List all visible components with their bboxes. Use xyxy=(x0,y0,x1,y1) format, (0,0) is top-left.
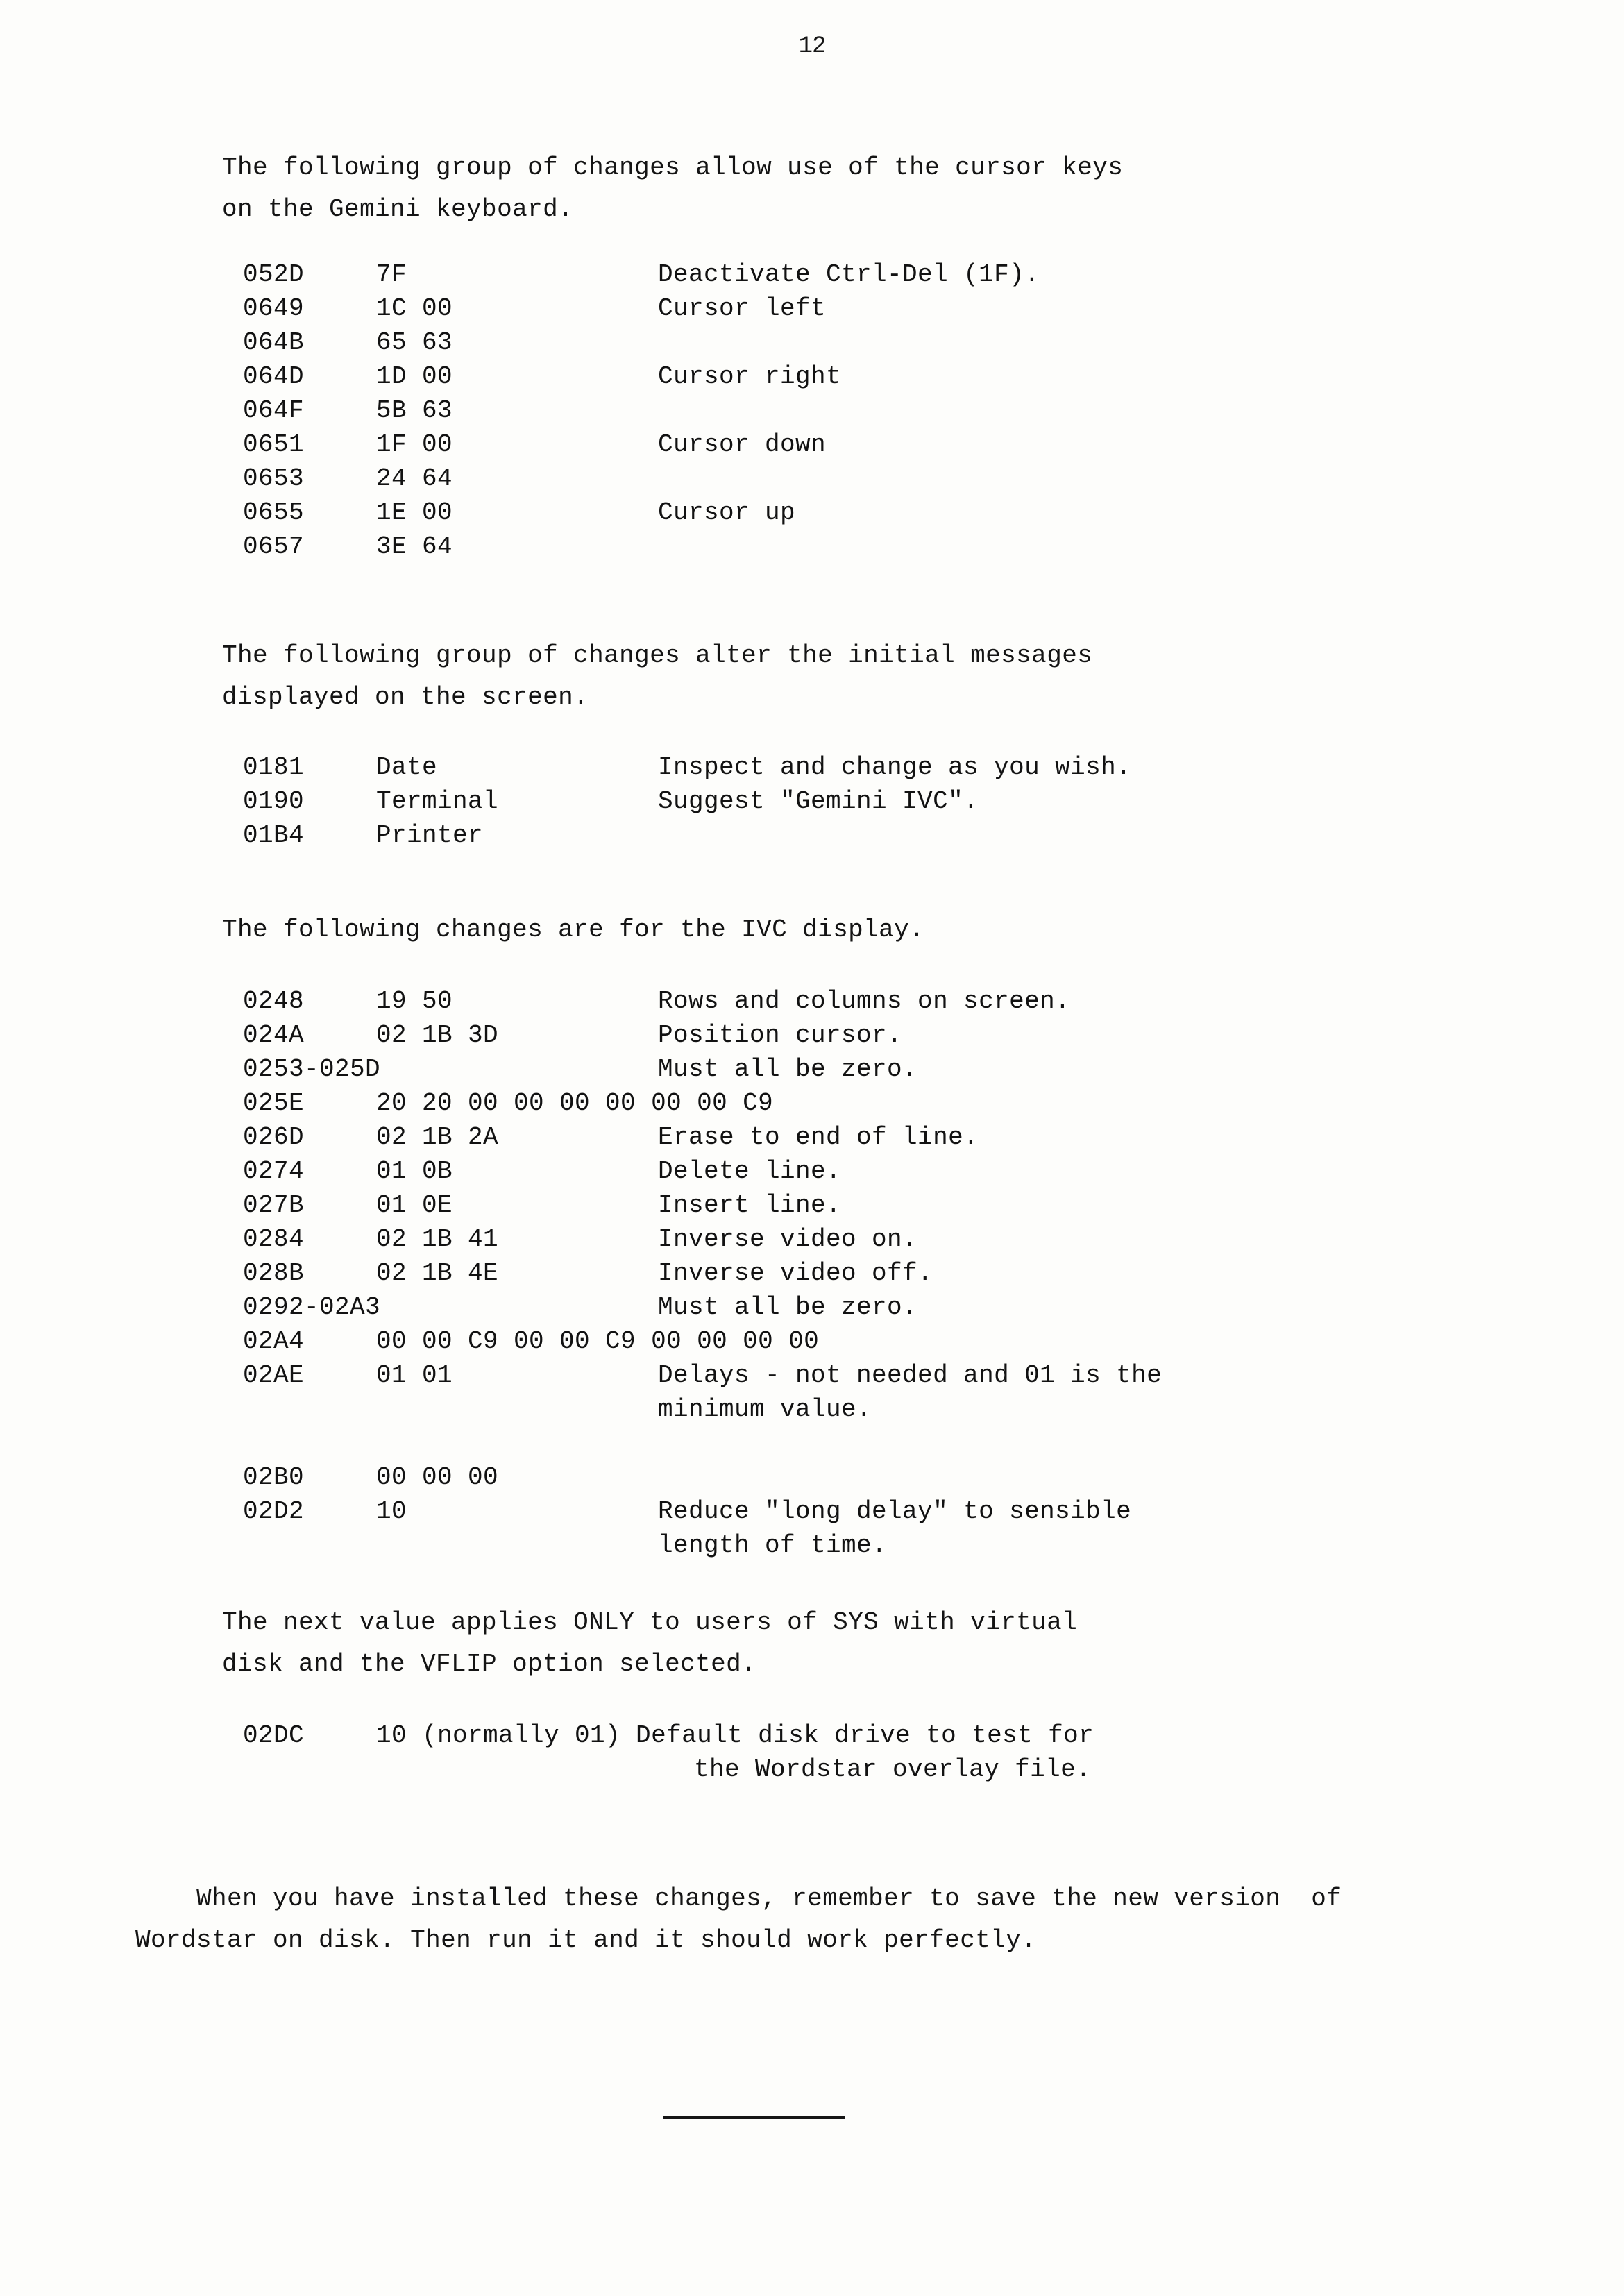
cell-address: 0284 xyxy=(243,1225,305,1253)
cell-address: 01B4 xyxy=(243,821,305,850)
table-row xyxy=(243,1721,1094,1755)
cell-description: Cursor left xyxy=(658,294,827,323)
cell-address: 025E xyxy=(243,1089,305,1117)
cell-address: 02AE xyxy=(243,1361,305,1390)
table-row xyxy=(243,498,796,532)
table-row xyxy=(243,1089,774,1123)
cell-description: Cursor right xyxy=(658,362,842,391)
cell-value: 01 01 xyxy=(376,1361,453,1390)
cell-value: 19 50 xyxy=(376,987,453,1015)
cell-description: Must all be zero. xyxy=(658,1055,918,1083)
cell-value: 00 00 00 xyxy=(376,1463,499,1492)
cell-value: Printer xyxy=(376,821,484,850)
table-row xyxy=(243,1157,842,1191)
cell-description: Delete line. xyxy=(658,1157,842,1185)
cell-address: 0253-025D xyxy=(243,1055,381,1083)
cell-description-continued: the Wordstar overlay file. xyxy=(694,1755,1092,1784)
table-row xyxy=(243,1327,820,1361)
vflip-intro-line-1: The next value applies ONLY to users of SYS with virtual xyxy=(222,1608,1078,1637)
cell-address: 064D xyxy=(243,362,305,391)
cell-description: Rows and columns on screen. xyxy=(658,987,1071,1015)
cell-address: 024A xyxy=(243,1021,305,1049)
cell-value: 01 0E xyxy=(376,1191,453,1219)
cell-value: Terminal xyxy=(376,787,499,816)
table-row xyxy=(243,1225,918,1259)
table-initial-messages xyxy=(243,753,1132,855)
cell-description: 10 (normally 01) Default disk drive to test for xyxy=(376,1721,1094,1750)
cell-description: Deactivate Ctrl-Del (1F). xyxy=(658,260,1040,289)
footer-divider xyxy=(663,2116,845,2119)
table-row-continuation xyxy=(243,1395,872,1429)
cell-value: 24 64 xyxy=(376,464,453,493)
cell-address: 02A4 xyxy=(243,1327,305,1356)
cell-description: Erase to end of line. xyxy=(658,1123,979,1151)
table-row xyxy=(243,260,1040,294)
cell-address: 0274 xyxy=(243,1157,305,1185)
cell-address: 0190 xyxy=(243,787,305,816)
cell-value: 02 1B 3D xyxy=(376,1021,499,1049)
table-row xyxy=(243,1259,933,1293)
cell-address: 0248 xyxy=(243,987,305,1015)
cell-address: 02B0 xyxy=(243,1463,305,1492)
cell-address: 0653 xyxy=(243,464,305,493)
table-row xyxy=(243,1191,842,1225)
cell-value: 1C 00 xyxy=(376,294,453,323)
table-row-continuation xyxy=(243,1531,888,1565)
cell-description: Position cursor. xyxy=(658,1021,903,1049)
cell-description: Inverse video on. xyxy=(658,1225,918,1253)
cell-address: 0657 xyxy=(243,532,305,561)
cell-description: Inverse video off. xyxy=(658,1259,933,1288)
cell-address: 064B xyxy=(243,328,305,357)
cell-address: 0181 xyxy=(243,753,305,782)
page-number: 12 xyxy=(798,33,826,60)
table-row xyxy=(243,1463,499,1497)
cell-value: Date xyxy=(376,753,438,782)
table-row xyxy=(243,1021,903,1055)
cell-description: Reduce "long delay" to sensible xyxy=(658,1497,1132,1526)
table-row xyxy=(243,787,979,821)
table-row xyxy=(243,1123,979,1157)
cell-value: 3E 64 xyxy=(376,532,453,561)
cell-address: 0651 xyxy=(243,430,305,459)
table-row xyxy=(243,532,453,566)
cell-description: Inspect and change as you wish. xyxy=(658,753,1132,782)
cell-value: 1E 00 xyxy=(376,498,453,527)
cell-value: 1F 00 xyxy=(376,430,453,459)
cell-address: 0655 xyxy=(243,498,305,527)
cell-value: 20 20 00 00 00 00 00 00 C9 xyxy=(376,1089,774,1117)
table-row xyxy=(243,1361,1162,1395)
section-initial-messages-intro-line-1: The following group of changes alter the initial messages xyxy=(222,641,1093,670)
cell-address: 027B xyxy=(243,1191,305,1219)
cell-value: 7F xyxy=(376,260,407,289)
cell-value: 02 1B 2A xyxy=(376,1123,499,1151)
vflip-intro-line-2: disk and the VFLIP option selected. xyxy=(222,1650,757,1678)
cell-address: 064F xyxy=(243,396,305,425)
cell-description: Cursor up xyxy=(658,498,796,527)
cell-address: 052D xyxy=(243,260,305,289)
table-row-continuation xyxy=(243,1755,1092,1789)
cell-value: 65 63 xyxy=(376,328,453,357)
table-row xyxy=(243,464,453,498)
cell-description: Insert line. xyxy=(658,1191,842,1219)
table-row xyxy=(243,1293,918,1327)
cell-address: 0649 xyxy=(243,294,305,323)
cell-value: 10 xyxy=(376,1497,407,1526)
cell-value: 00 00 C9 00 00 C9 00 00 00 00 xyxy=(376,1327,820,1356)
section-cursor-keys-intro-line-2: on the Gemini keyboard. xyxy=(222,195,574,223)
section-cursor-keys-intro-line-1: The following group of changes allow use of the cursor keys xyxy=(222,153,1124,182)
cell-description: Delays - not needed and 01 is the xyxy=(658,1361,1162,1390)
table-row xyxy=(243,821,484,855)
cell-value: 02 1B 4E xyxy=(376,1259,499,1288)
cell-value: 5B 63 xyxy=(376,396,453,425)
cell-description: Cursor down xyxy=(658,430,827,459)
cell-description: Suggest "Gemini IVC". xyxy=(658,787,979,816)
section-ivc-display-intro-line-1: The following changes are for the IVC display. xyxy=(222,915,925,944)
table-row xyxy=(243,430,827,464)
cell-address: 0292-02A3 xyxy=(243,1293,381,1322)
table-vflip xyxy=(243,1721,1094,1789)
cell-description-continued: minimum value. xyxy=(658,1395,872,1424)
cell-address: 02D2 xyxy=(243,1497,305,1526)
table-ivc-display xyxy=(243,987,1162,1565)
cell-value: 02 1B 41 xyxy=(376,1225,499,1253)
section-initial-messages-intro-line-2: displayed on the screen. xyxy=(222,683,589,711)
table-cursor-keys xyxy=(243,260,1040,566)
table-row xyxy=(243,1497,1132,1531)
table-row xyxy=(243,1055,918,1089)
closing-paragraph-line-1: When you have installed these changes, remember to save the new version of xyxy=(135,1884,1342,1913)
cell-value: 01 0B xyxy=(376,1157,453,1185)
table-row xyxy=(243,294,827,328)
cell-value: 1D 00 xyxy=(376,362,453,391)
cell-address: 02DC xyxy=(243,1721,305,1750)
table-row xyxy=(243,362,842,396)
table-row xyxy=(243,753,1132,787)
table-row xyxy=(243,328,453,362)
closing-paragraph-line-2: Wordstar on disk. Then run it and it should work perfectly. xyxy=(135,1926,1037,1955)
cell-address: 026D xyxy=(243,1123,305,1151)
table-row xyxy=(243,987,1071,1021)
table-row xyxy=(243,396,453,430)
cell-description: Must all be zero. xyxy=(658,1293,918,1322)
cell-address: 028B xyxy=(243,1259,305,1288)
cell-description-continued: length of time. xyxy=(658,1531,888,1560)
